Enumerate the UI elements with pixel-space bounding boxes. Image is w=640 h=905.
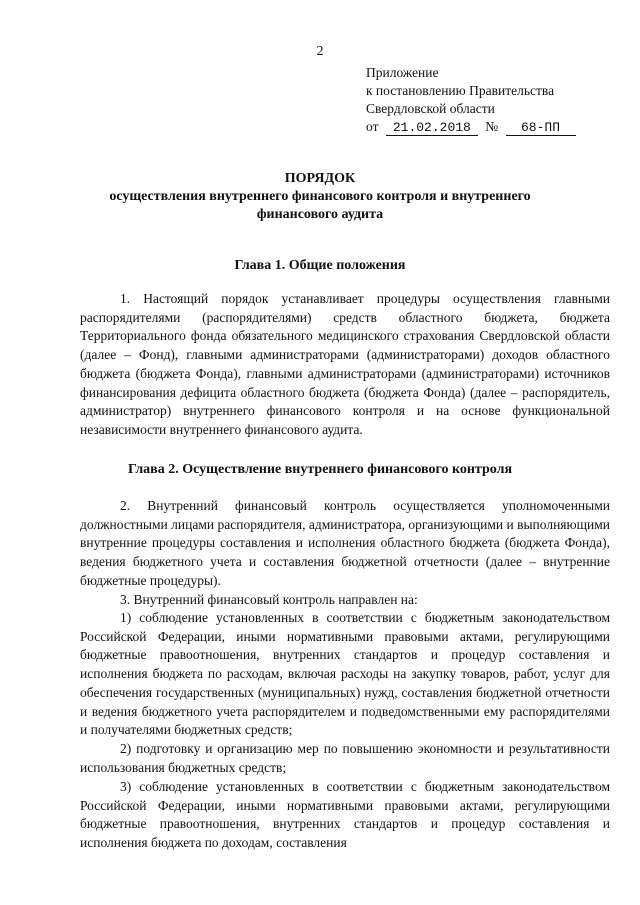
paragraph-3-item-1: 1) соблюдение установленных в соответствии с бюджетным законодательством Российской Федерации, иными нормативными правовыми актами, регулирующими бюджетные правоотношения, внутренних стандартов и процедур составления и исполнения бюджета по расходам, включая расходы на закупку товаров, работ, услуг для обеспечения государственных (муниципальных) нужд, составления бюджетной отчетности и ведения бюджетного учета распорядителем и подведомственными ему распорядителями и получателями бюджетных средств;	[80, 610, 610, 738]
page-number: 2	[316, 44, 324, 59]
appendix-line-1: Приложение	[366, 65, 439, 80]
appendix-date-row	[366, 118, 576, 136]
decree-date: 21.02.2018	[386, 121, 478, 136]
chapter-2-heading: Глава 2. Осуществление внутреннего финансового контроля	[127, 462, 513, 477]
document-title: ПОРЯДОК	[284, 171, 356, 186]
document-subtitle-1: осуществления внутреннего финансового контроля и внутреннего	[109, 189, 531, 204]
appendix-block	[366, 64, 576, 136]
paragraph-2: 2. Внутренний финансовый контроль осуществляется уполномоченными должностными лицами распорядителя, администратора, организующими и выполняющими внутренние процедуры составления и исполнения областного бюджета (бюджета Фонда), ведения бюджетного учета и составления бюджетной отчетности (далее – внутренние бюджетные процедуры).	[80, 498, 610, 588]
document-subtitle-2: финансового аудита	[256, 207, 384, 222]
number-label: №	[485, 119, 499, 134]
appendix-line-3: Свердловской области	[366, 101, 495, 116]
paragraph-3-item-3: 3) соблюдение установленных в соответствии с бюджетным законодательством Российской Федерации, иными нормативными правовыми актами, регулирующими бюджетные правоотношения, внутренних стандартов и процедур составления и исполнения бюджета по доходам, составления	[80, 779, 610, 851]
paragraph-3-item-2: 2) подготовку и организацию мер по повышению экономности и результативности использования бюджетных средств;	[80, 741, 610, 775]
paragraph-1: 1. Настоящий порядок устанавливает процедуры осуществления главными распорядителями (распорядителями) средств областного бюджета, бюджета Территориального фонда обязательного медицинского страхования Свердловской области (далее – Фонд), главными администраторами (администраторами) доходов областного бюджета (бюджета Фонда), главными администраторами (администраторами) источников финансирования дефицита областного бюджета (бюджета Фонда) (далее – распорядитель, администратор) внутреннего финансового контроля и на основе функциональной независимости внутреннего финансового аудита.	[80, 291, 610, 437]
paragraph-3: 3. Внутренний финансовый контроль направлен на:	[120, 592, 418, 607]
decree-number: 68-ПП	[506, 121, 576, 136]
chapter-1-heading: Глава 1. Общие положения	[234, 258, 406, 273]
from-label: от	[366, 119, 379, 134]
appendix-line-2: к постановлению Правительства	[366, 83, 555, 98]
